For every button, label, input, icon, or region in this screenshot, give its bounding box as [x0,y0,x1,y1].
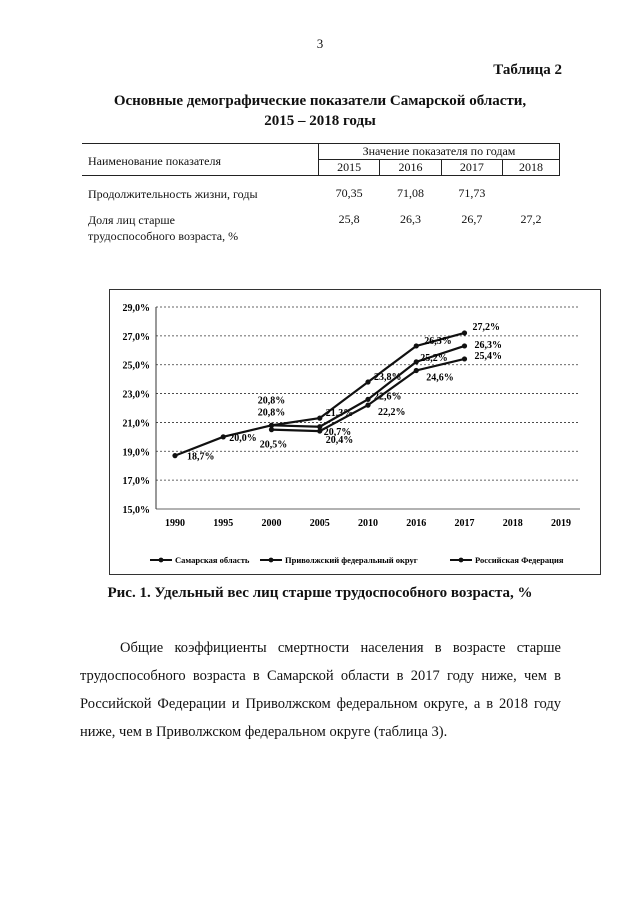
table-cell: 26,7 [461,212,483,226]
data-label: 20,4% [325,435,354,447]
year-header: 2018 [503,160,560,176]
series-line [175,333,465,456]
legend-entry: Самарская область [175,555,250,565]
legend-marker [269,558,274,563]
legend-entry: Приволжский федеральный округ [285,555,418,565]
table-title-line2: 2015 – 2018 годы [264,113,376,129]
data-point [317,428,322,433]
table-cell: 27,2 [520,212,542,226]
data-label: 20,7% [323,426,352,438]
page-number: 3 [316,36,324,51]
table-cell: 25,8 [338,212,360,226]
body-paragraph: Общие коэффициенты смертности населения в возрасте старше трудоспособного возраста в Самарской области в 2017 году ниже, чем в Российской Федерации и Приволжском федеральном округе, а в 2018 году ниже, чем в Приволжском федеральном округе (таблица 3). [80,640,561,740]
data-label: 22,6% [374,391,402,403]
data-point [221,434,226,439]
legend-entry: Российская Федерация [475,555,564,565]
y-tick-label: 15,0% [122,505,150,516]
table-cell: 71,08 [397,186,425,200]
row-label [82,202,319,244]
y-tick-label: 23,0% [122,389,150,401]
data-point [365,397,370,402]
table-title-line1: Основные демографические показатели Самарской области, [113,93,527,109]
x-tick-label: 2019 [551,518,571,529]
table-cell [503,176,560,203]
data-label: 20,8% [257,407,286,419]
table-label: Таблица 2 [493,62,562,78]
data-point [414,359,419,364]
figure-caption: Рис. 1. Удельный вес лиц старше трудоспособного возраста, % [107,585,533,601]
y-tick-label: 21,0% [122,418,150,430]
row-label-line1: Доля лиц старше [88,213,175,227]
data-label: 23,8% [374,372,402,384]
line-chart [110,290,600,574]
table-cell: 71,73 [458,186,486,200]
data-point [462,343,467,348]
data-label: 20,5% [259,439,288,451]
values-group-header: Значение показателя по годам [319,144,560,160]
data-label: 22,2% [378,407,406,419]
data-label: 20,8% [257,395,286,407]
data-point [365,379,370,384]
x-tick-label: 2016 [406,518,427,529]
data-label: 25,2% [420,352,448,364]
data-label: 18,7% [187,451,215,463]
table-header-row [82,144,560,160]
x-tick-label: 2017 [454,518,475,529]
x-tick-label: 1995 [213,518,234,529]
data-point [269,427,274,432]
x-tick-label: 2010 [358,518,378,529]
data-point [462,330,467,335]
table-title [0,91,640,131]
year-header: 2015 [319,160,380,176]
chart-frame [109,289,601,575]
data-label: 21,3% [325,408,354,420]
y-tick-label: 29,0% [122,303,150,314]
data-point [317,416,322,421]
data-label: 25,4% [474,350,502,362]
data-label: 24,6% [426,372,454,384]
table-cell: 70,35 [335,186,363,200]
row-label-line2: трудоспособного возраста, % [88,229,239,243]
name-column-header: Наименование показателя [82,144,319,176]
x-tick-label: 2005 [309,518,330,529]
data-point [172,453,177,458]
year-header: 2016 [380,160,441,176]
y-tick-label: 27,0% [122,331,150,343]
x-tick-label: 2018 [502,518,523,529]
y-tick-label: 17,0% [122,476,150,488]
data-label: 20,0% [229,432,257,444]
row-label: Продолжительность жизни, годы [88,187,258,201]
legend-marker [459,558,464,563]
data-point [462,356,467,361]
demographics-table [82,143,560,244]
x-tick-label: 1990 [165,518,185,529]
data-point [414,343,419,348]
table-row [82,176,560,203]
data-label: 26,3% [474,339,502,351]
data-point [365,403,370,408]
y-tick-label: 25,0% [122,360,150,372]
y-tick-label: 19,0% [122,447,150,459]
table-row [82,202,560,244]
x-tick-label: 2000 [261,518,282,529]
table-cell: 26,3 [400,212,422,226]
data-label: 26,3% [424,335,452,347]
data-label: 27,2% [472,321,500,333]
data-point [414,368,419,373]
year-header: 2017 [441,160,502,176]
legend-marker [159,558,164,563]
